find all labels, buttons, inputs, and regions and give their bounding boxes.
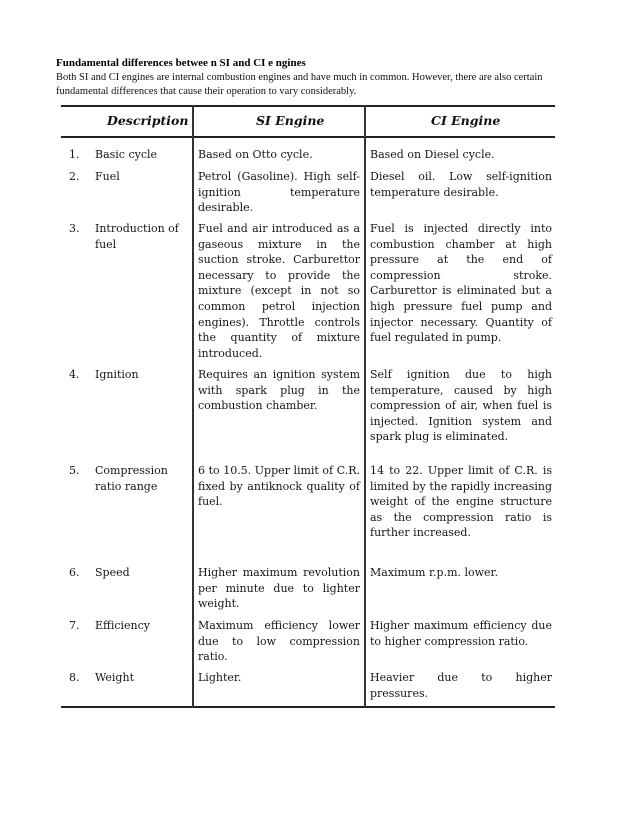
header-description: Description: [107, 113, 189, 128]
table-bottom-rule: [61, 706, 555, 708]
row-ci-value: Based on Diesel cycle.: [370, 148, 495, 161]
table-header-rule: [61, 136, 555, 138]
row-description: Weight: [95, 671, 134, 684]
row-description: Compression ratio range: [95, 464, 168, 493]
row-si-value: 6 to 10.5. Upper limit of C.R. fixed by antiknock quality of fuel.: [198, 464, 360, 509]
row-description: Efficiency: [95, 619, 151, 632]
row-si-value: Higher maximum revolution per minute due to lighter weight.: [198, 566, 360, 611]
row-number: 6.: [69, 566, 80, 579]
row-number: 5.: [69, 464, 80, 477]
row-number: 4.: [69, 368, 80, 381]
row-si-value: Fuel and air introduced as a gaseous mixture in the suction stroke. Carburettor necessary to provide the mixture (except in not so common petrol injection engines). Throttle controls the quantity of mixture introduced.: [198, 222, 360, 360]
section-heading: Fundamental differences betwee n SI and CI e ngines: [56, 57, 306, 69]
row-description: Introduction of fuel: [95, 222, 179, 251]
row-description: Basic cycle: [95, 148, 158, 161]
row-description: Ignition: [95, 368, 139, 381]
header-ci-engine: CI Engine: [431, 113, 501, 128]
row-number: 7.: [69, 619, 80, 632]
row-ci-value: 14 to 22. Upper limit of C.R. is limited by the rapidly increasing weight of the engine structure as the compression ratio is further increased.: [370, 464, 552, 540]
row-ci-value: Self ignition due to high temperature, caused by high compression of air, when fuel is injected. Ignition system and spark plug is eliminated.: [370, 368, 552, 444]
column-divider-1: [192, 105, 194, 708]
row-number: 2.: [69, 170, 80, 183]
row-ci-value: Fuel is injected directly into combustion chamber at high pressure at the end of compression stroke. Carburettor is eliminated but a high pressure fuel pump and injector necessary. Quantity of fuel regulated in pump.: [370, 222, 552, 345]
row-si-value: Maximum efficiency lower due to low compression ratio.: [198, 619, 360, 664]
row-number: 3.: [69, 222, 80, 235]
row-ci-value: Maximum r.p.m. lower.: [370, 566, 499, 579]
row-si-value: Based on Otto cycle.: [198, 148, 313, 161]
row-description: Fuel: [95, 170, 120, 183]
column-divider-2: [364, 105, 366, 708]
table-top-rule: [61, 105, 555, 107]
row-si-value: Requires an ignition system with spark plug in the combustion chamber.: [198, 368, 360, 413]
row-ci-value: Heavier due to higher pressures.: [370, 671, 552, 700]
comparison-table: [61, 105, 555, 710]
intro-paragraph: Both SI and CI engines are internal combustion engines and have much in common. However, there are also certain fundamental differences that cause their operation to vary considerably.: [56, 72, 543, 97]
row-number: 8.: [69, 671, 80, 684]
row-description: Speed: [95, 566, 130, 579]
row-ci-value: Diesel oil. Low self-ignition temperature desirable.: [370, 170, 552, 199]
row-si-value: Petrol (Gasoline). High self-ignition temperature desirable.: [198, 170, 360, 215]
row-ci-value: Higher maximum efficiency due to higher compression ratio.: [370, 619, 552, 648]
row-number: 1.: [69, 148, 80, 161]
header-si-engine: SI Engine: [256, 113, 325, 128]
row-si-value: Lighter.: [198, 671, 242, 684]
